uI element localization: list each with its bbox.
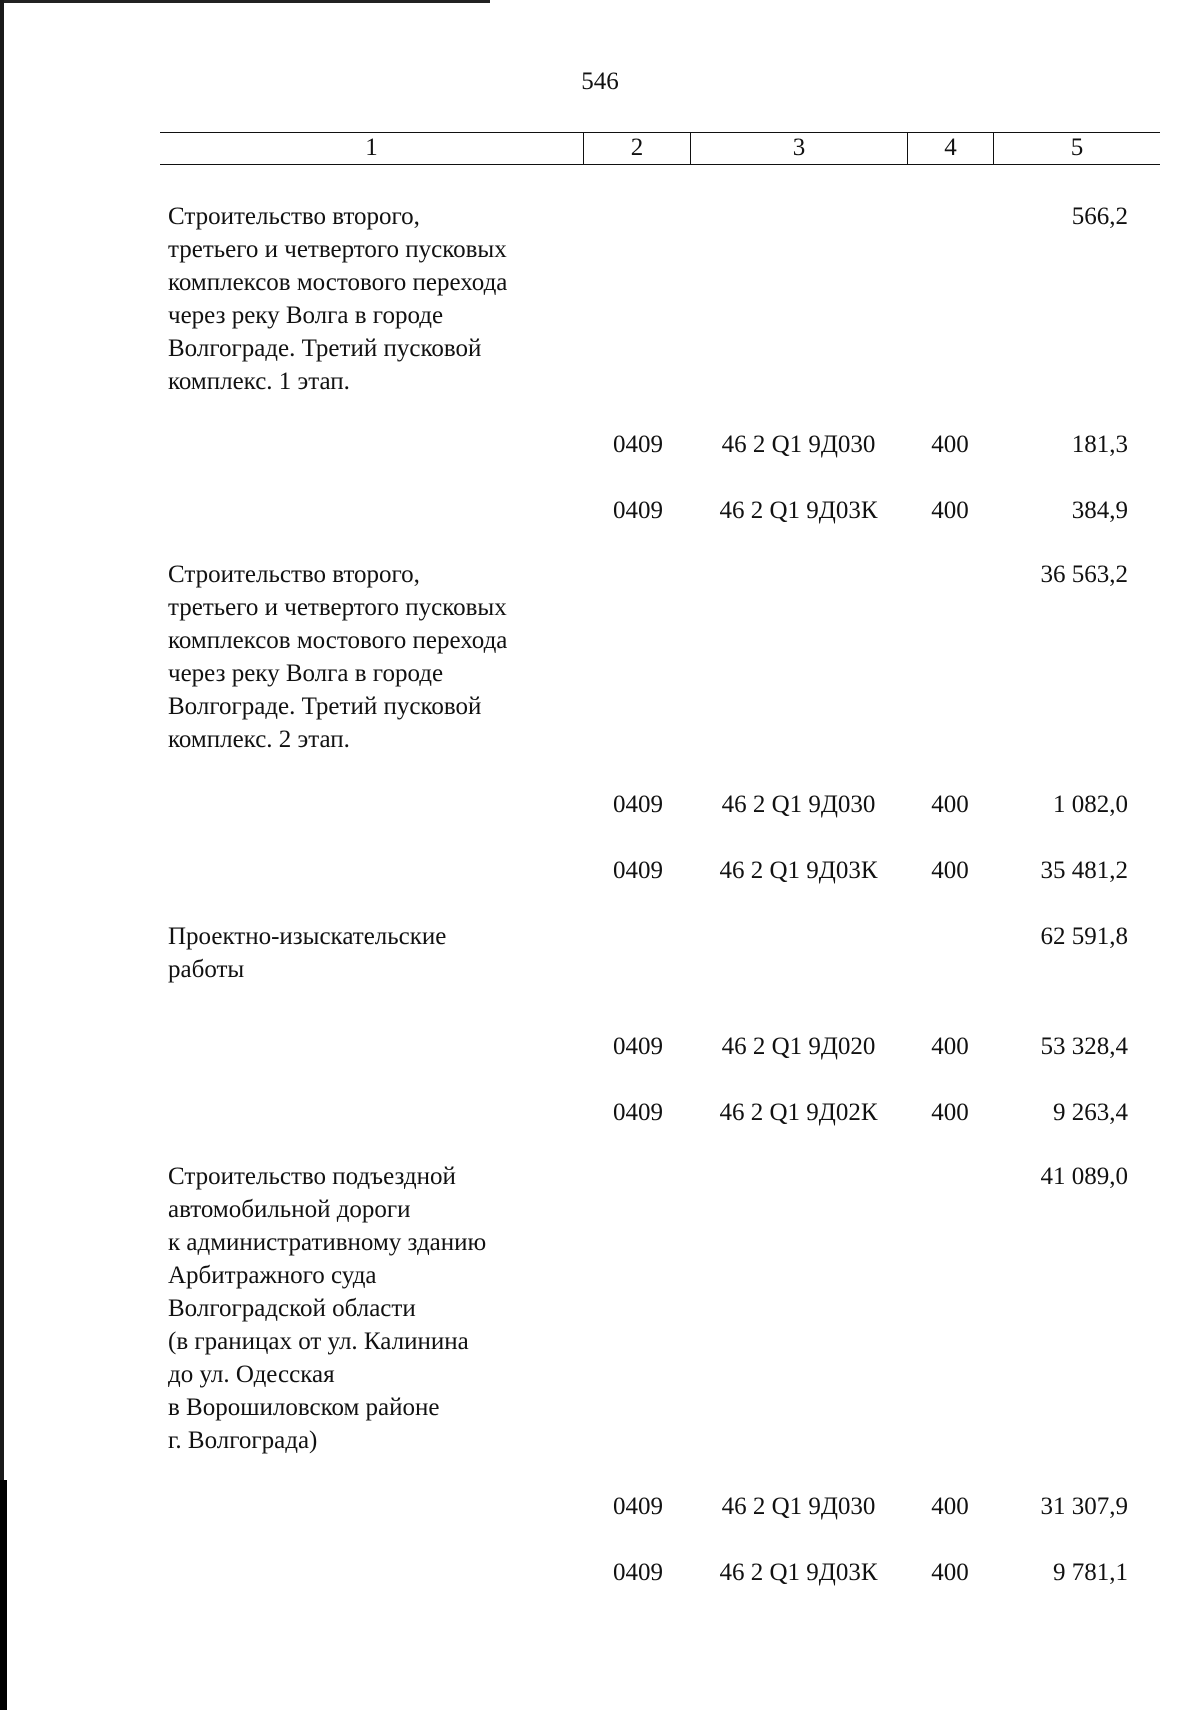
row-description-line: Проектно-изыскательские (168, 923, 447, 950)
row-description-line: через реку Волга в городе (168, 302, 444, 329)
column-header-2-label: 2 (630, 134, 644, 161)
row-description-line: Строительство подъездной (168, 1163, 456, 1190)
column-header-4 (907, 132, 993, 165)
row-amount: 1 082,0 (1053, 791, 1128, 818)
row-expense-kind: 400 (931, 857, 969, 884)
row-description-line: комплекс. 2 этап. (168, 726, 350, 753)
row-description-line: г. Волгограда) (168, 1427, 318, 1454)
row-amount: 31 307,9 (1040, 1493, 1128, 1520)
scan-artifact-left-edge-bottom (0, 1480, 7, 1710)
row-description (168, 920, 588, 986)
row-expense-kind: 400 (931, 791, 969, 818)
row-description-line: Волгоградской области (168, 1295, 416, 1322)
column-header-1-label: 1 (365, 134, 378, 161)
row-target-code: 46 2 Q1 9Д02К (719, 1099, 878, 1126)
row-amount: 566,2 (1071, 203, 1128, 230)
row-target-code: 46 2 Q1 9Д020 (721, 1033, 876, 1060)
row-amount: 53 328,4 (1040, 1033, 1128, 1060)
row-description-line: третьего и четвертого пусковых (168, 236, 507, 263)
column-header-3-label: 3 (792, 134, 806, 161)
row-section-code: 0409 (613, 1099, 663, 1126)
column-header-2 (583, 132, 690, 165)
row-target-code: 46 2 Q1 9Д03К (719, 857, 878, 884)
row-description-line: комплексов мостового перехода (168, 269, 508, 296)
row-description-line: автомобильной дороги (168, 1196, 411, 1223)
row-description (168, 200, 588, 398)
row-section-code: 0409 (613, 857, 663, 884)
row-description-line: Волгограде. Третий пусковой (168, 335, 482, 362)
row-description-line: комплексов мостового перехода (168, 627, 508, 654)
row-description-line: к административному зданию (168, 1229, 487, 1256)
row-description (168, 1160, 588, 1457)
row-expense-kind: 400 (931, 431, 969, 458)
row-amount: 36 563,2 (1040, 561, 1128, 588)
row-description-line: Волгограде. Третий пусковой (168, 693, 482, 720)
row-description (168, 558, 588, 756)
row-section-code: 0409 (613, 497, 663, 524)
column-header-4-label: 4 (944, 134, 957, 161)
row-section-code: 0409 (613, 1493, 663, 1520)
column-header-5-label: 5 (1070, 134, 1084, 161)
row-target-code: 46 2 Q1 9Д030 (721, 431, 876, 458)
scan-artifact-left-edge (0, 0, 4, 1710)
row-description-line: комплекс. 1 этап. (168, 368, 350, 395)
row-description-line: (в границах от ул. Калинина (168, 1328, 469, 1355)
row-section-code: 0409 (613, 791, 663, 818)
row-description-line: третьего и четвертого пусковых (168, 594, 507, 621)
row-expense-kind: 400 (931, 1033, 969, 1060)
row-amount: 384,9 (1071, 497, 1128, 524)
row-expense-kind: 400 (931, 497, 969, 524)
row-expense-kind: 400 (931, 1559, 969, 1586)
row-description-line: в Ворошиловском районе (168, 1394, 440, 1421)
row-target-code: 46 2 Q1 9Д03К (719, 497, 878, 524)
row-description-line: Арбитражного суда (168, 1262, 377, 1289)
row-target-code: 46 2 Q1 9Д03К (719, 1559, 878, 1586)
row-amount: 62 591,8 (1040, 923, 1128, 950)
row-expense-kind: 400 (931, 1493, 969, 1520)
row-amount: 9 781,1 (1053, 1559, 1128, 1586)
row-section-code: 0409 (613, 431, 663, 458)
column-header-3 (690, 132, 907, 165)
row-description-line: Строительство второго, (168, 561, 420, 588)
column-header-1 (160, 132, 583, 165)
scan-artifact-top-line (0, 0, 490, 3)
row-target-code: 46 2 Q1 9Д030 (721, 791, 876, 818)
row-section-code: 0409 (613, 1559, 663, 1586)
row-expense-kind: 400 (931, 1099, 969, 1126)
row-description-line: Строительство второго, (168, 203, 420, 230)
row-description-line: работы (168, 956, 245, 983)
column-header-5 (993, 132, 1160, 165)
row-amount: 41 089,0 (1040, 1163, 1128, 1190)
row-target-code: 46 2 Q1 9Д030 (721, 1493, 876, 1520)
row-amount: 181,3 (1071, 431, 1128, 458)
page-number: 546 (581, 68, 619, 95)
row-section-code: 0409 (613, 1033, 663, 1060)
row-amount: 35 481,2 (1040, 857, 1128, 884)
row-amount: 9 263,4 (1053, 1099, 1128, 1126)
row-description-line: до ул. Одесская (168, 1361, 335, 1388)
row-description-line: через реку Волга в городе (168, 660, 444, 687)
